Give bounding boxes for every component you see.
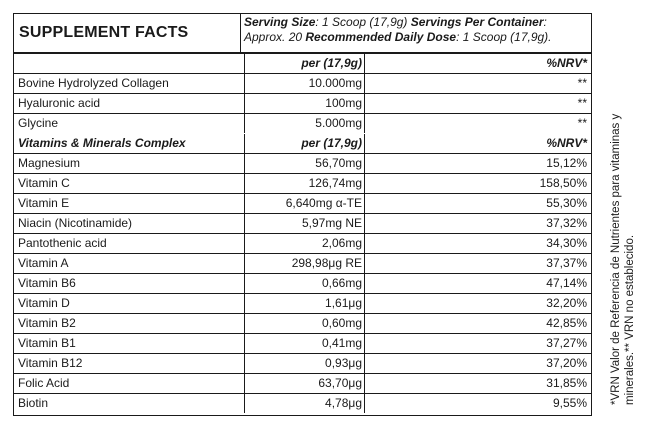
nutrient-nrv: 37,27% (364, 334, 591, 353)
nutrient-amount: 0,66mg (244, 274, 364, 293)
vitamins-header-nrv: %NRV* (364, 134, 591, 153)
vitamins-header-row (14, 134, 591, 154)
nutrient-name: Vitamin C (18, 176, 70, 190)
nutrient-amount: 0,93μg (244, 354, 364, 373)
nutrient-nrv: 47,14% (364, 274, 591, 293)
nutrient-nrv: 37,37% (364, 254, 591, 273)
serving-info (240, 14, 591, 52)
table-row (14, 374, 591, 394)
table-row (14, 214, 591, 234)
nutrient-amount: 298,98μg RE (244, 254, 364, 273)
nutrient-nrv: ** (364, 74, 591, 93)
nutrient-amount: 6,640mg α-TE (244, 194, 364, 213)
nutrient-nrv: 31,85% (364, 374, 591, 393)
nutrient-name: Vitamin A (18, 256, 69, 270)
serving-size-label: Serving Size (244, 15, 316, 29)
nutrient-amount: 126,74mg (244, 174, 364, 193)
nutrient-nrv: 9,55% (364, 394, 591, 413)
nutrient-nrv: 15,12% (364, 154, 591, 173)
nutrient-name: Vitamin D (18, 296, 70, 310)
nutrient-nrv: 55,30% (364, 194, 591, 213)
nutrient-nrv: 34,30% (364, 234, 591, 253)
label-title: SUPPLEMENT FACTS (19, 24, 189, 41)
header-amount-cell: per (17,9g) (244, 54, 364, 73)
nutrient-name: Vitamin B6 (18, 276, 76, 290)
table-row (14, 334, 591, 354)
table-row (14, 294, 591, 314)
nutrient-name: Vitamin B12 (18, 356, 83, 370)
nutrient-name: Hyaluronic acid (18, 96, 101, 110)
table-row (14, 74, 591, 94)
nutrient-amount: 63,70μg (244, 374, 364, 393)
servings-per-container-value: : Approx. 20 (244, 15, 547, 44)
nutrient-amount: 5,97mg NE (244, 214, 364, 233)
table-row (14, 394, 591, 414)
footnote (607, 50, 644, 410)
nutrient-nrv: 42,85% (364, 314, 591, 333)
nutrient-amount: 0,60mg (244, 314, 364, 333)
nutrient-nrv: 32,20% (364, 294, 591, 313)
nutrient-amount: 2,06mg (244, 234, 364, 253)
nutrient-name: Magnesium (18, 156, 81, 170)
nutrient-name: Biotin (18, 396, 49, 410)
footnote-line-2: minerales.** VRN no establecido. (624, 234, 636, 405)
table-row (14, 234, 591, 254)
nutrient-amount: 10.000mg (244, 74, 364, 93)
table-row (14, 354, 591, 374)
footnote-svg (607, 50, 644, 410)
table-row (14, 174, 591, 194)
nutrient-name: Folic Acid (18, 376, 70, 390)
nutrient-name: Bovine Hydrolyzed Collagen (18, 76, 169, 90)
table-row (14, 194, 591, 214)
nutrient-nrv: 158,50% (364, 174, 591, 193)
table-header-row (14, 54, 591, 74)
nutrient-amount: 56,70mg (244, 154, 364, 173)
vitamins-header-amount: per (17,9g) (244, 134, 364, 153)
label-header (14, 14, 591, 54)
footnote-line-1: *VRN Valor de Referencia de Nutrientes para vitaminas y (610, 113, 622, 405)
recommended-dose-label: Recommended Daily Dose (305, 30, 457, 44)
nutrient-nrv: ** (364, 114, 591, 133)
header-nrv-cell: %NRV* (364, 54, 591, 73)
nutrient-amount: 100mg (244, 94, 364, 113)
nutrient-name: Vitamin B2 (18, 316, 76, 330)
vitamins-header-name: Vitamins & Minerals Complex (18, 136, 186, 150)
table-row (14, 94, 591, 114)
nutrient-nrv: ** (364, 94, 591, 113)
table-row (14, 154, 591, 174)
serving-size-value: : 1 Scoop (17,9g) (315, 15, 408, 29)
nutrient-amount: 0,41mg (244, 334, 364, 353)
supplement-facts-label (13, 13, 592, 416)
servings-per-container-label: Servings Per Container (410, 15, 544, 29)
nutrient-name: Niacin (Nicotinamide) (18, 216, 133, 230)
nutrient-name: Vitamin E (18, 196, 70, 210)
table-row (14, 254, 591, 274)
table-row (14, 314, 591, 334)
nutrient-nrv: 37,20% (364, 354, 591, 373)
nutrient-amount: 5.000mg (244, 114, 364, 133)
nutrient-name: Pantothenic acid (18, 236, 107, 250)
nutrient-name: Vitamin B1 (18, 336, 76, 350)
nutrient-amount: 1,61μg (244, 294, 364, 313)
recommended-dose-value: : 1 Scoop (17,9g). (456, 30, 552, 44)
nutrient-amount: 4,78μg (244, 394, 364, 413)
nutrient-name: Glycine (18, 116, 59, 130)
table-row (14, 114, 591, 134)
table-row (14, 274, 591, 294)
facts-table (14, 54, 591, 414)
nutrient-nrv: 37,32% (364, 214, 591, 233)
